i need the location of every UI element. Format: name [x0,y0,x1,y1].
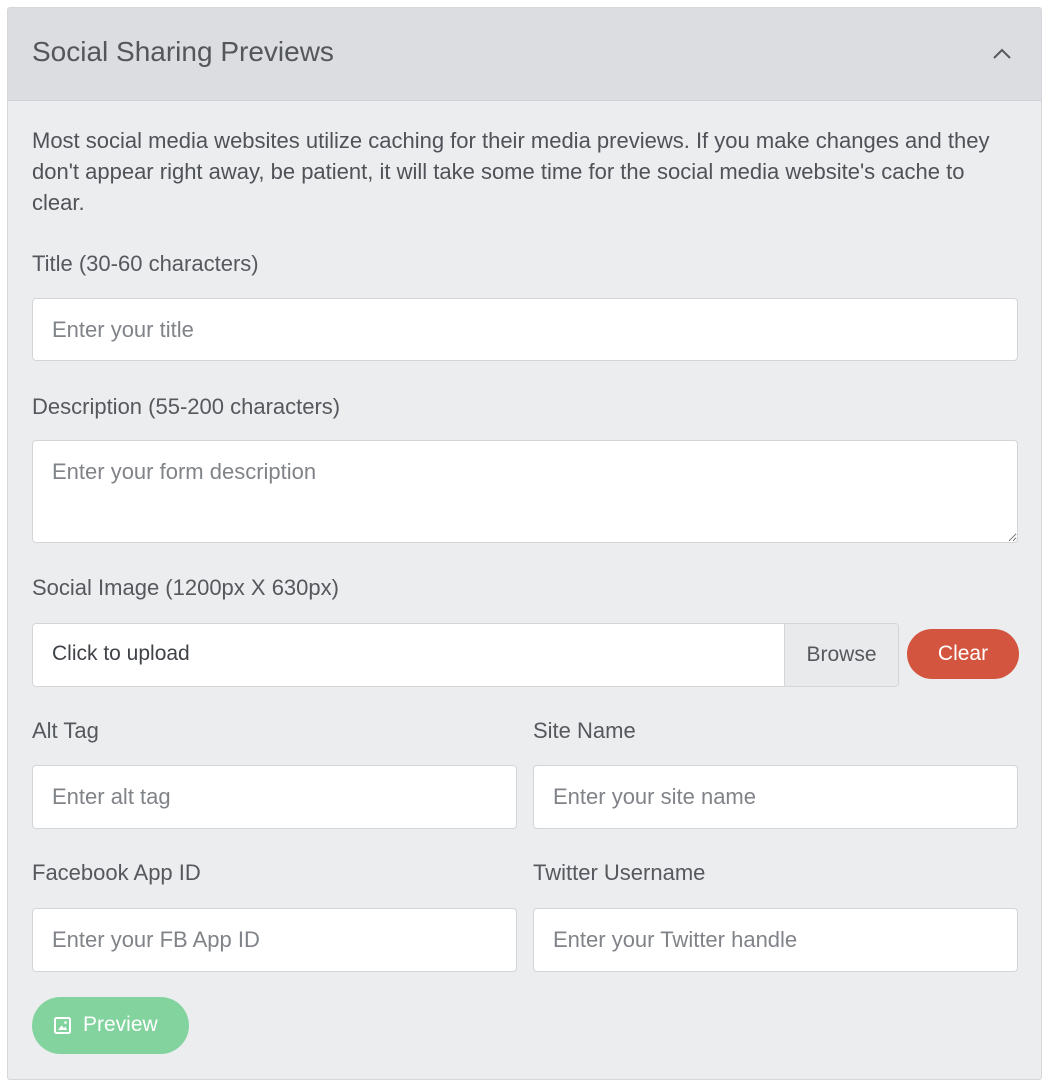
title-label: Title (30-60 characters) [32,251,259,276]
social-sharing-panel [7,7,1042,1080]
social-image-label: Social Image (1200px X 630px) [32,575,339,600]
chevron-up-icon [987,38,1017,68]
clear-button[interactable]: Clear [907,629,1019,679]
collapse-button[interactable] [987,38,1017,68]
facebook-app-id-input[interactable] [32,908,517,972]
site-name-label: Site Name [533,718,636,743]
site-name-input[interactable] [533,765,1018,829]
panel-title: Social Sharing Previews [32,36,334,67]
title-input[interactable] [32,298,1018,361]
alt-tag-label: Alt Tag [32,718,99,743]
social-image-upload[interactable] [32,623,899,687]
alt-tag-input[interactable] [32,765,517,829]
description-label: Description (55-200 characters) [32,394,341,419]
upload-placeholder-text: Click to upload [52,642,190,665]
facebook-app-id-label: Facebook App ID [32,860,201,885]
description-textarea[interactable] [32,440,1018,543]
intro-text: Most social media websites utilize caching for their media previews. If you make changes and they don't appear right away, be patient, it will take some time for the social media website's cache to clear. [32,128,990,215]
panel-header[interactable] [8,8,1041,101]
preview-button[interactable] [32,997,189,1054]
preview-label: Preview [83,1013,158,1036]
browse-button[interactable]: Browse [784,624,898,686]
twitter-username-input[interactable] [533,908,1018,972]
twitter-username-label: Twitter Username [533,860,706,885]
image-icon [54,1017,71,1034]
